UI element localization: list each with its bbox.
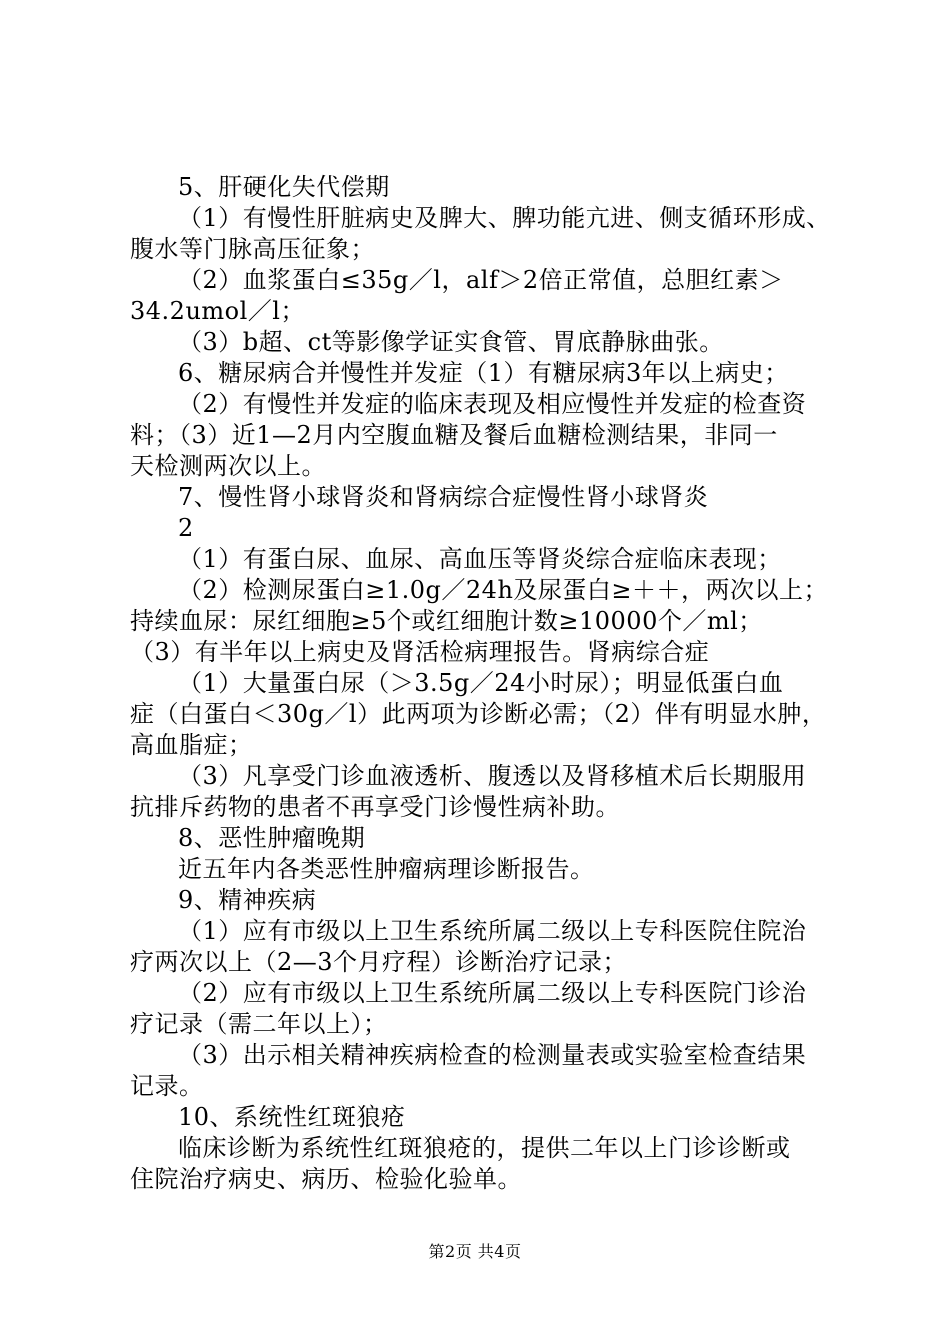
text-line: 7、慢性肾小球肾炎和肾病综合症慢性肾小球肾炎 bbox=[178, 483, 709, 511]
text-line: 记录。 bbox=[130, 1072, 204, 1100]
document-body bbox=[130, 172, 830, 1195]
text-line: （1）应有市级以上卫生系统所属二级以上专科医院住院治 bbox=[178, 917, 807, 945]
text-line: 料；（3）近1—2月内空腹血糖及餐后血糖检测结果，非同一 bbox=[130, 421, 778, 449]
text-line: 症（白蛋白＜30g／l）此两项为诊断必需；（2）伴有明显水肿， bbox=[130, 700, 827, 728]
page-footer: 第2页 共4页 bbox=[428, 1242, 522, 1261]
text-line: 6、糖尿病合并慢性并发症（1）有糖尿病3年以上病史； bbox=[178, 359, 789, 387]
text-line: （1）有慢性肝脏病史及脾大、脾功能亢进、侧支循环形成、 bbox=[178, 204, 831, 232]
text-line: 9、精神疾病 bbox=[178, 886, 317, 914]
text-line: 临床诊断为系统性红斑狼疮的，提供二年以上门诊诊断或 bbox=[178, 1134, 791, 1162]
text-line: 34.2umol／l； bbox=[130, 297, 305, 325]
text-line: （2）应有市级以上卫生系统所属二级以上专科医院门诊治 bbox=[178, 979, 807, 1007]
text-line: 近五年内各类恶性肿瘤病理诊断报告。 bbox=[178, 855, 595, 883]
text-line: 天检测两次以上。 bbox=[130, 452, 326, 480]
text-line: 5、肝硬化失代偿期 bbox=[178, 173, 390, 201]
text-line: 8、恶性肿瘤晚期 bbox=[178, 824, 366, 852]
text-line: （3）b超、ct等影像学证实食管、胃底静脉曲张。 bbox=[178, 328, 724, 356]
text-line: （3）凡享受门诊血液透析、腹透以及肾移植术后长期服用 bbox=[178, 762, 807, 790]
text-line: （1）大量蛋白尿（＞3.5g／24小时尿）；明显低蛋白血 bbox=[178, 669, 784, 697]
text-line: 10、系统性红斑狼疮 bbox=[178, 1103, 406, 1131]
text-line: （3）有半年以上病史及肾活检病理报告。肾病综合症 bbox=[130, 638, 710, 666]
text-line: 腹水等门脉高压征象； bbox=[130, 235, 375, 263]
text-line: （2）有慢性并发症的临床表现及相应慢性并发症的检查资 bbox=[178, 390, 807, 418]
text-line: 疗记录（需二年以上）； bbox=[130, 1010, 388, 1038]
text-line: （2）血浆蛋白≤35g／l，alf＞2倍正常值，总胆红素＞ bbox=[178, 266, 784, 294]
text-line: 持续血尿：尿红细胞≥5个或红细胞计数≥10000个／ml； bbox=[130, 607, 763, 635]
text-line: 高血脂症； bbox=[130, 731, 253, 759]
text-line: （1）有蛋白尿、血尿、高血压等肾炎综合症临床表现； bbox=[178, 545, 782, 573]
text-line: 2 bbox=[178, 514, 194, 542]
text-line: （2）检测尿蛋白≥1.0g／24h及尿蛋白≥＋＋，两次以上； bbox=[178, 576, 829, 604]
text-line: （3）出示相关精神疾病检查的检测量表或实验室检查结果 bbox=[178, 1041, 807, 1069]
text-line: 疗两次以上（2—3个月疗程）诊断治疗记录； bbox=[130, 948, 628, 976]
text-line: 抗排斥药物的患者不再享受门诊慢性病补助。 bbox=[130, 793, 620, 821]
text-line: 住院治疗病史、病历、检验化验单。 bbox=[130, 1165, 522, 1193]
